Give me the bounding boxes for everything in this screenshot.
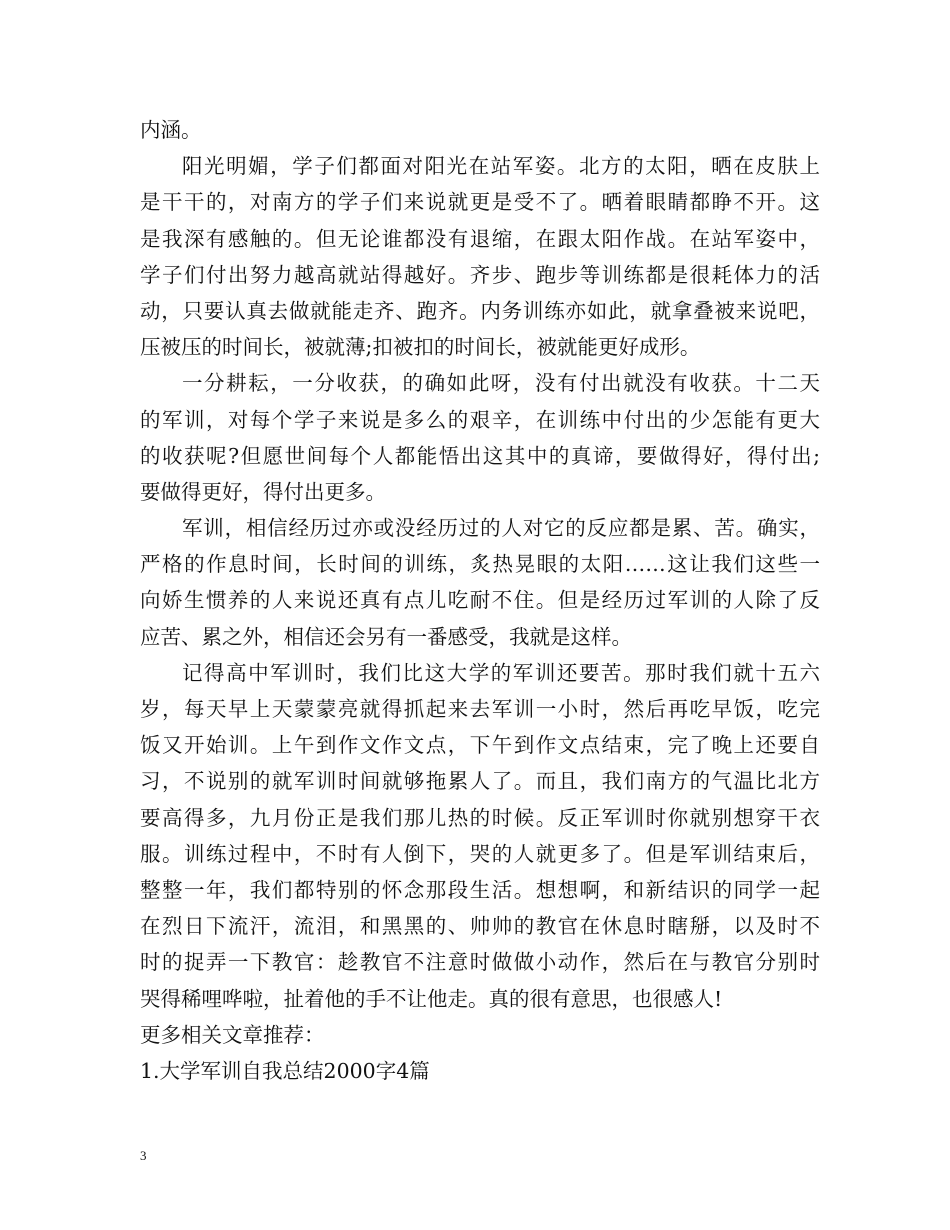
text-line: 在烈日下流汗，流泪，和黑黑的、帅帅的教官在休息时瞎掰，以及时不 (140, 914, 820, 939)
text-line: 服。训练过程中，不时有人倒下，哭的人就更多了。但是军训结束后， (140, 841, 820, 866)
text-line: 内涵。 (140, 118, 202, 142)
text-line: 更多相关文章推荐： (140, 1022, 325, 1047)
text-line: 严格的作息时间，长时间的训练，炙热晃眼的太阳……这让我们这些一 (140, 552, 820, 577)
text-line: 1.大学军训自我总结2000字4篇 (140, 1058, 430, 1083)
text-line: 习，不说别的就军训时间就够拖累人了。而且，我们南方的气温比北方 (140, 769, 820, 794)
text-line: 是干干的，对南方的学子们来说就更是受不了。晒着眼睛都睁不开。这 (140, 190, 820, 215)
document-body (140, 112, 820, 1089)
text-line: 哭得稀哩哗啦，扯着他的手不让他走。真的很有意思，也很感人! (140, 986, 723, 1011)
text-line: 整整一年，我们都特别的怀念那段生活。想想啊，和新结识的同学一起 (140, 877, 820, 902)
text-line: 阳光明媚，学子们都面对阳光在站军姿。北方的太阳，晒在皮肤上 (182, 154, 820, 179)
text-line: 岁，每天早上天蒙蒙亮就得抓起来去军训一小时，然后再吃早饭，吃完 (140, 697, 820, 721)
text-line: 的军训，对每个学子来说是多么的艰辛，在训练中付出的少怎能有更大 (140, 407, 820, 432)
text-line: 的收获呢?但愿世间每个人都能悟出这其中的真谛，要做得好，得付出; (140, 443, 820, 468)
text-line: 要高得多，九月份正是我们那儿热的时候。反正军训时你就别想穿干衣 (140, 805, 820, 830)
text-line: 记得高中军训时，我们比这大学的军训还要苦。那时我们就十五六 (182, 660, 820, 685)
text-line: 学子们付出努力越高就站得越好。齐步、跑步等训练都是很耗体力的活 (140, 262, 820, 287)
text-line: 向娇生惯养的人来说还真有点儿吃耐不住。但是经历过军训的人除了反 (140, 588, 820, 613)
text-line: 饭又开始训。上午到作文作文点，下午到作文点结束，完了晚上还要自 (140, 733, 820, 758)
text-line: 应苦、累之外，相信还会另有一番感受，我就是这样。 (140, 624, 632, 649)
text-line: 是我深有感触的。但无论谁都没有退缩，在跟太阳作战。在站军姿中， (140, 226, 820, 251)
text-line: 动，只要认真去做就能走齐、跑齐。内务训练亦如此，就拿叠被来说吧， (140, 298, 820, 323)
text-line: 军训，相信经历过亦或没经历过的人对它的反应都是累、苦。确实， (182, 516, 820, 541)
text-line: 要做得更好，得付出更多。 (140, 479, 386, 504)
text-line: 压被压的时间长，被就薄;扣被扣的时间长，被就能更好成形。 (140, 335, 701, 360)
page-number: 3 (140, 1148, 147, 1163)
text-line: 一分耕耘，一分收获，的确如此呀，没有付出就没有收获。十二天 (182, 371, 820, 396)
text-line: 时的捉弄一下教官：趁教官不注意时做做小动作，然后在与教官分别时 (140, 950, 820, 975)
